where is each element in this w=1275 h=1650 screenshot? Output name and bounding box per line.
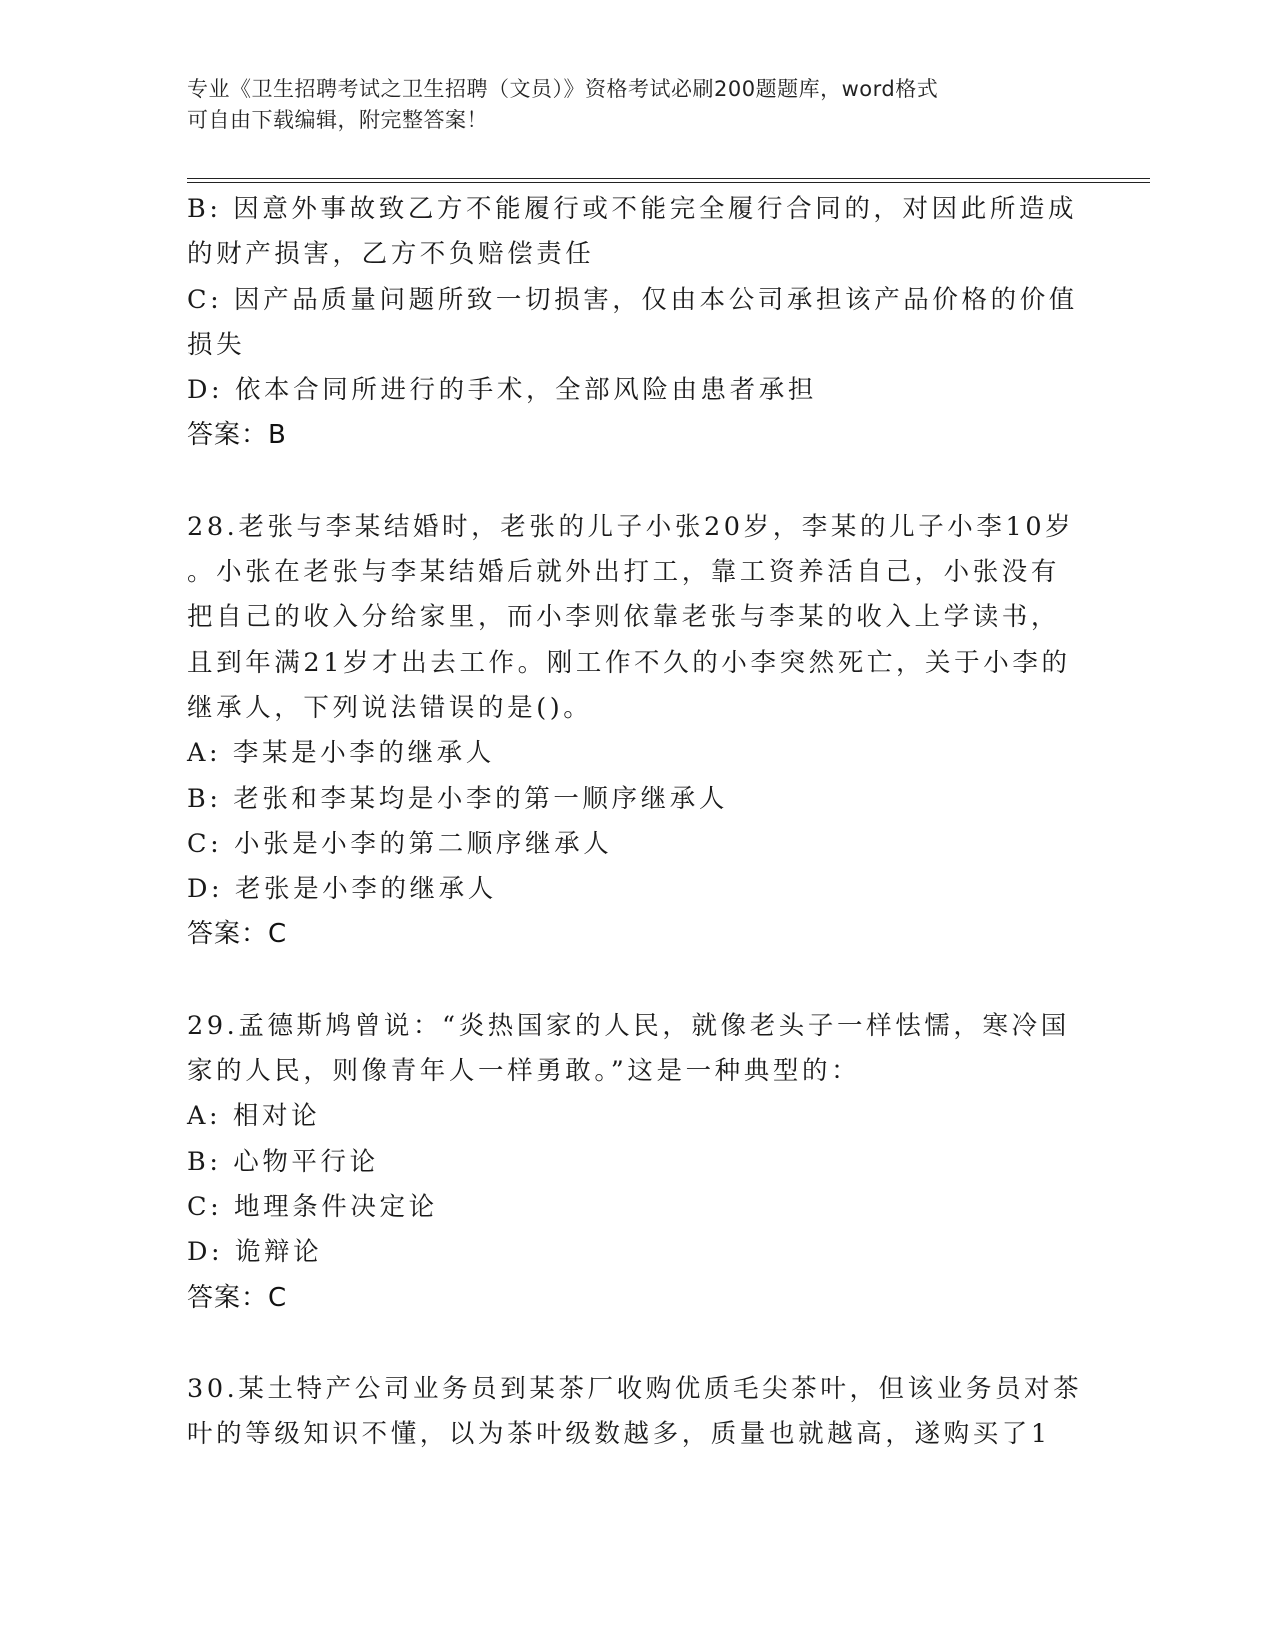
q28-stem-line-4: 且到年满21岁才出去工作。刚工作不久的小李突然死亡，关于小李的 xyxy=(187,647,1071,678)
q28-option-c: C: 小张是小李的第二顺序继承人 xyxy=(187,828,613,859)
q29-option-d: D: 诡辩论 xyxy=(187,1237,323,1268)
q28-option-a: A: 李某是小李的继承人 xyxy=(187,738,495,769)
q27-option-c-line-2: 损失 xyxy=(187,329,246,360)
q29-answer: 答案：C xyxy=(187,1282,288,1313)
question-30 xyxy=(187,1367,1083,1458)
q28-answer: 答案：C xyxy=(187,919,288,950)
q27-option-c-line-1: C: 因产品质量问题所致一切损害，仅由本公司承担该产品价格的价值 xyxy=(187,284,1078,315)
q29-option-b: B: 心物平行论 xyxy=(187,1146,379,1177)
q30-stem-line-2: 叶的等级知识不懂，以为茶叶级数越多，质量也就越高，遂购买了1 xyxy=(187,1419,1051,1450)
spacer xyxy=(187,459,1067,505)
spacer xyxy=(187,1321,1067,1367)
q28-stem-line-5: 继承人，下列说法错误的是()。 xyxy=(187,692,593,723)
q29-option-a: A: 相对论 xyxy=(187,1101,321,1132)
header-double-rule xyxy=(187,178,1150,183)
question-28 xyxy=(187,505,1075,958)
q27-option-d: D: 依本合同所进行的手术，全部风险由患者承担 xyxy=(187,375,817,406)
q29-stem-line-2: 家的人民，则像青年人一样勇敢。”这是一种典型的： xyxy=(187,1056,861,1087)
q29-option-c: C: 地理条件决定论 xyxy=(187,1191,438,1222)
q28-stem-line-1: 28.老张与李某结婚时，老张的儿子小张20岁，李某的儿子小李10岁 xyxy=(187,511,1075,542)
document-body xyxy=(187,187,1083,1457)
q28-stem-line-3: 把自己的收入分给家里，而小李则依靠老张与李某的收入上学读书， xyxy=(187,602,1061,633)
q29-stem-line-1: 29.孟德斯鸠曾说：“炎热国家的人民，就像老头子一样怯懦，寒冷国 xyxy=(187,1010,1070,1041)
spacer xyxy=(187,958,1067,1004)
page-header xyxy=(187,74,1067,136)
question-27-tail xyxy=(187,187,1078,459)
q27-option-b-line-2: 的财产损害，乙方不负赔偿责任 xyxy=(187,239,595,270)
q30-stem-line-1: 30.某土特产公司业务员到某茶厂收购优质毛尖茶叶，但该业务员对茶 xyxy=(187,1373,1083,1404)
question-29 xyxy=(187,1004,1070,1321)
q28-option-b: B: 老张和李某均是小李的第一顺序继承人 xyxy=(187,783,728,814)
q28-option-d: D: 老张是小李的继承人 xyxy=(187,874,497,905)
q27-answer: 答案：B xyxy=(187,420,287,451)
header-line-1: 专业《卫生招聘考试之卫生招聘（文员）》资格考试必刷200题题库，word格式 xyxy=(187,77,939,101)
q27-option-b-line-1: B: 因意外事故致乙方不能履行或不能完全履行合同的，对因此所造成 xyxy=(187,194,1078,224)
header-line-2: 可自由下载编辑，附完整答案！ xyxy=(187,108,488,132)
q28-stem-line-2: 。小张在老张与李某结婚后就外出打工，靠工资养活自己，小张没有 xyxy=(187,557,1061,588)
